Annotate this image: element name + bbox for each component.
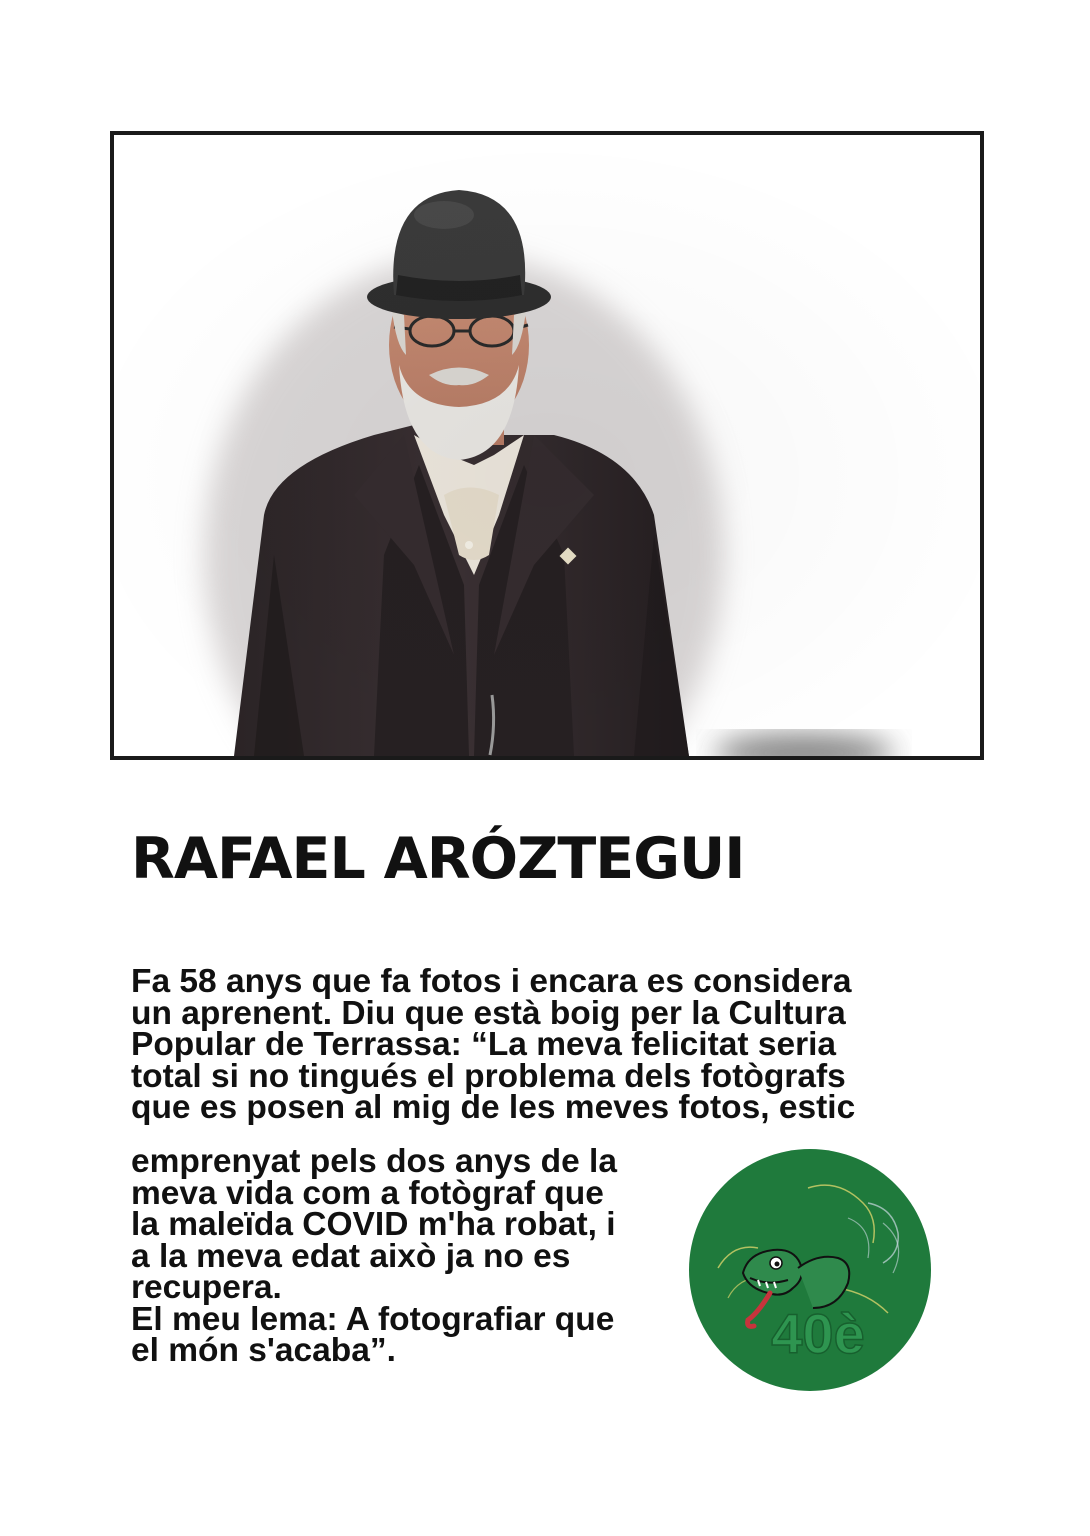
bio-line: meva vida com a fotògraf que bbox=[131, 1174, 604, 1212]
bio-line: Popular de Terrassa: “La meva felicitat seria bbox=[131, 1026, 837, 1063]
bio-line: El meu lema: A fotografiar que bbox=[131, 1300, 615, 1338]
badge-label: 40è bbox=[771, 1302, 865, 1365]
bio-line: que es posen al mig de les meves fotos, estic bbox=[131, 1089, 856, 1126]
portrait-photo bbox=[114, 135, 980, 756]
bio-paragraph bbox=[131, 963, 856, 1126]
bio-line: total si no tingués el problema dels fotògrafs bbox=[131, 1057, 846, 1095]
bio-line: a la meva edat això ja no es bbox=[131, 1237, 571, 1275]
page-title: RAFAEL ARÓZTEGUI bbox=[131, 826, 745, 892]
bio-line: Fa 58 anys que fa fotos i encara es considera bbox=[131, 963, 852, 1000]
bio-paragraph-continued bbox=[131, 1143, 617, 1369]
bio-line: el món s'acaba”. bbox=[131, 1332, 396, 1369]
bio-line: un aprenent. Diu que està boig per la Cultura bbox=[131, 994, 846, 1032]
bio-line: emprenyat pels dos anys de la bbox=[131, 1143, 617, 1180]
bio-line: recupera. bbox=[131, 1269, 282, 1306]
portrait-frame bbox=[110, 131, 984, 760]
anniversary-badge bbox=[688, 1148, 932, 1392]
bio-line: la maleïda COVID m'ha robat, i bbox=[131, 1206, 616, 1243]
